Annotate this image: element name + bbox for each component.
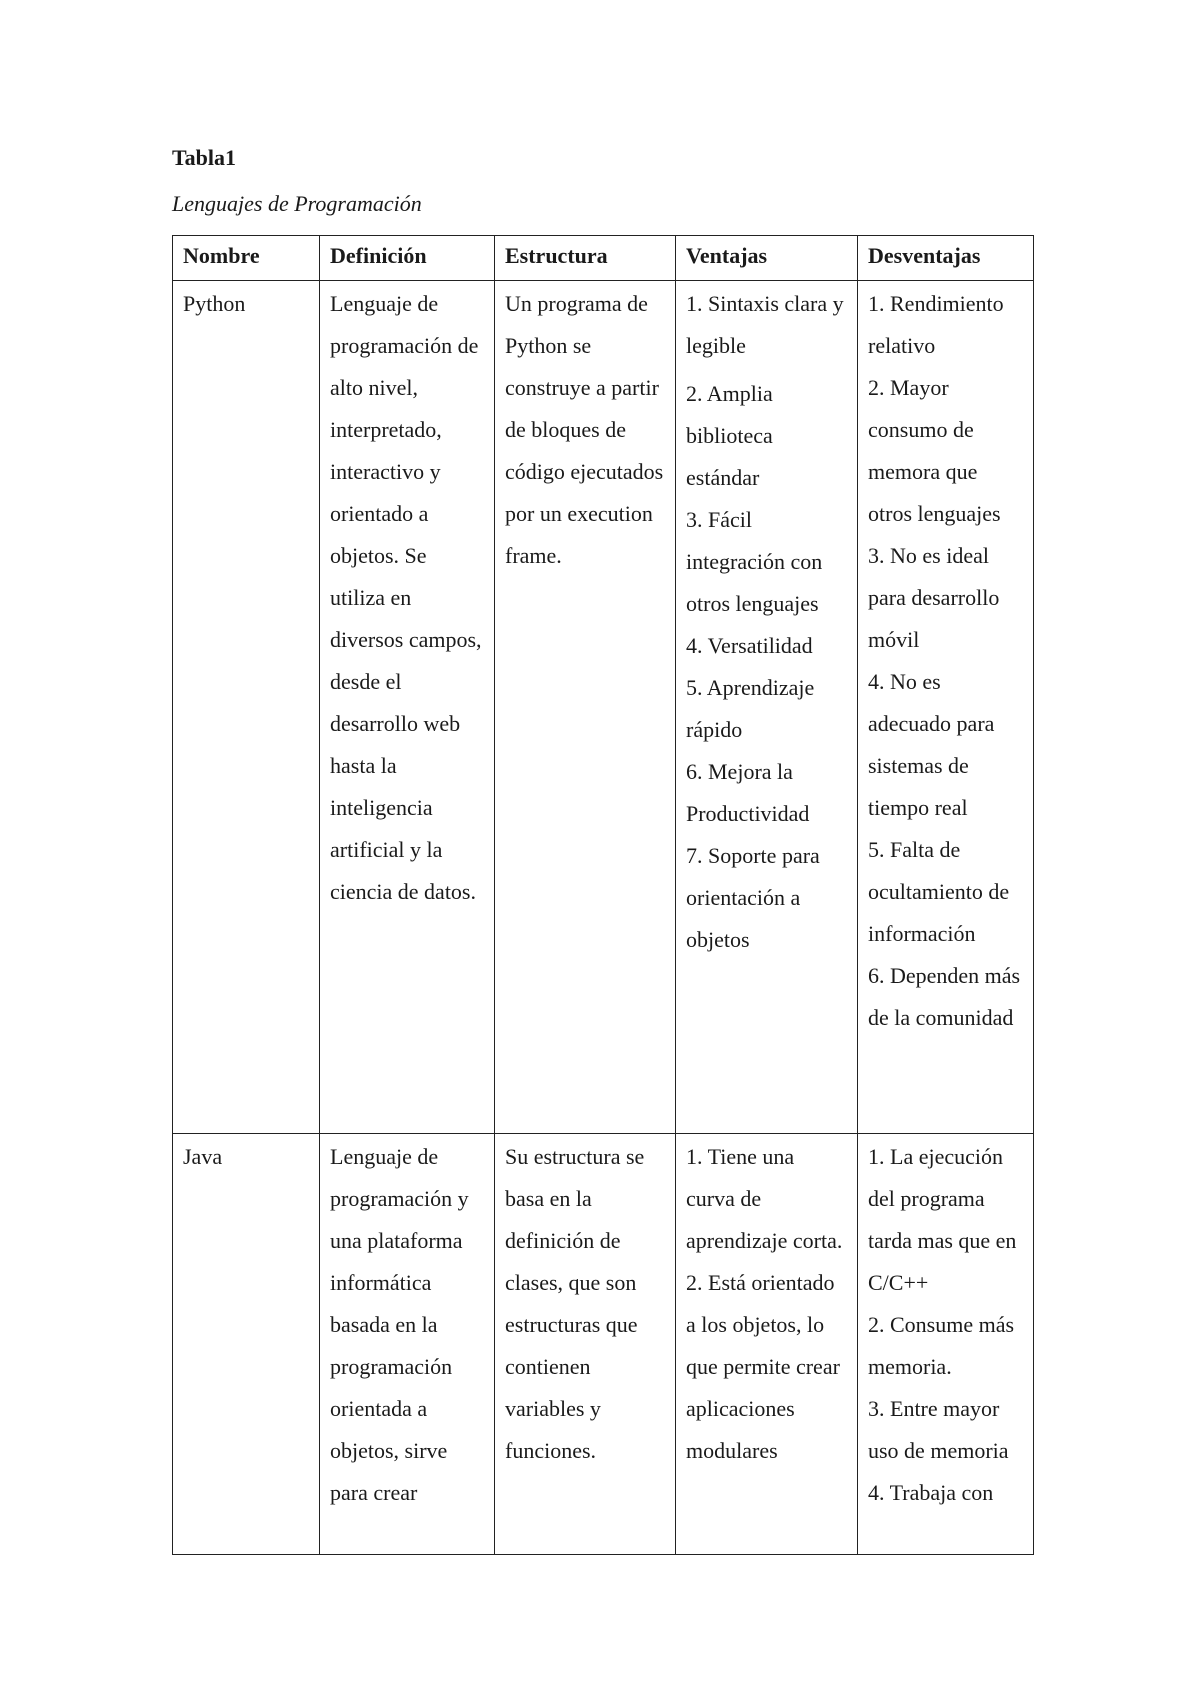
cell-nombre [173,1134,320,1555]
programming-languages-table [172,235,1034,1555]
cell-definicion [320,1134,495,1555]
cell-ventajas [676,1134,858,1555]
list-item: 3. Entre mayor uso de memoria [868,1396,1009,1463]
list-item: 2. Mayor consumo de memora que otros lenguajes [868,375,1001,526]
cell-nombre-text: Java [183,1144,223,1169]
table-header-row [173,236,1034,281]
cell-estructura-text: Su estructura se basa en la definición de clases, que son estructuras que contienen variables y funciones. [505,1144,645,1463]
list-item: 2. Está orientado a los objetos, lo que permite crear aplicaciones modulares [686,1270,840,1463]
table-row-python [173,281,1034,1134]
list-item: 5. Falta de ocultamiento de información [868,837,1010,946]
header-nombre: Nombre [173,236,320,281]
header-desventajas: Desventajas [858,236,1034,281]
header-ventajas: Ventajas [676,236,858,281]
list-item: 1. Tiene una curva de aprendizaje corta. [686,1144,843,1253]
list-item: 3. Fácil integración con otros lenguajes [686,507,823,616]
list-item: 4. Versatilidad [686,633,813,658]
cell-definicion-text: Lenguaje de programación y una plataforma informática basada en la programación orientada a objetos, sirve para crear [330,1144,469,1505]
list-item: 7. Soporte para orientación a objetos [686,843,820,952]
cell-estructura [495,281,676,1134]
cell-desventajas [858,281,1034,1134]
cell-estructura [495,1134,676,1555]
cell-nombre [173,281,320,1134]
list-item: 1. La ejecución del programa tarda mas que en C/C++ [868,1144,1017,1295]
list-item: 3. No es ideal para desarrollo móvil [868,543,1000,652]
cell-desventajas [858,1134,1034,1555]
cell-definicion [320,281,495,1134]
list-item: 1. Rendimiento relativo [868,291,1004,358]
header-estructura: Estructura [495,236,676,281]
table-row-java [173,1134,1034,1555]
cell-estructura-text: Un programa de Python se construye a partir de bloques de código ejecutados por un execution frame. [505,291,664,568]
list-item: 2. Amplia biblioteca estándar [686,381,773,490]
list-item: 5. Aprendizaje rápido [686,675,815,742]
cell-ventajas [676,281,858,1134]
list-item: 4. No es adecuado para sistemas de tiempo real [868,669,995,820]
cell-definicion-text: Lenguaje de programación de alto nivel, interpretado, interactivo y orientado a objetos. Se utiliza en diversos campos, desde el desarrollo web hasta la inteligencia artificial y la ciencia de datos. [330,291,482,904]
list-item: 4. Trabaja con [868,1480,994,1505]
header-definicion: Definición [320,236,495,281]
table-title: Lenguajes de Programación [172,191,422,216]
list-item: 2. Consume más memoria. [868,1312,1015,1379]
list-item: 6. Dependen más de la comunidad [868,963,1021,1030]
table-number: Tabla1 [172,145,237,170]
list-item: 1. Sintaxis clara y legible [686,291,844,358]
cell-nombre-text: Python [183,291,246,316]
list-item: 6. Mejora la Productividad [686,759,810,826]
